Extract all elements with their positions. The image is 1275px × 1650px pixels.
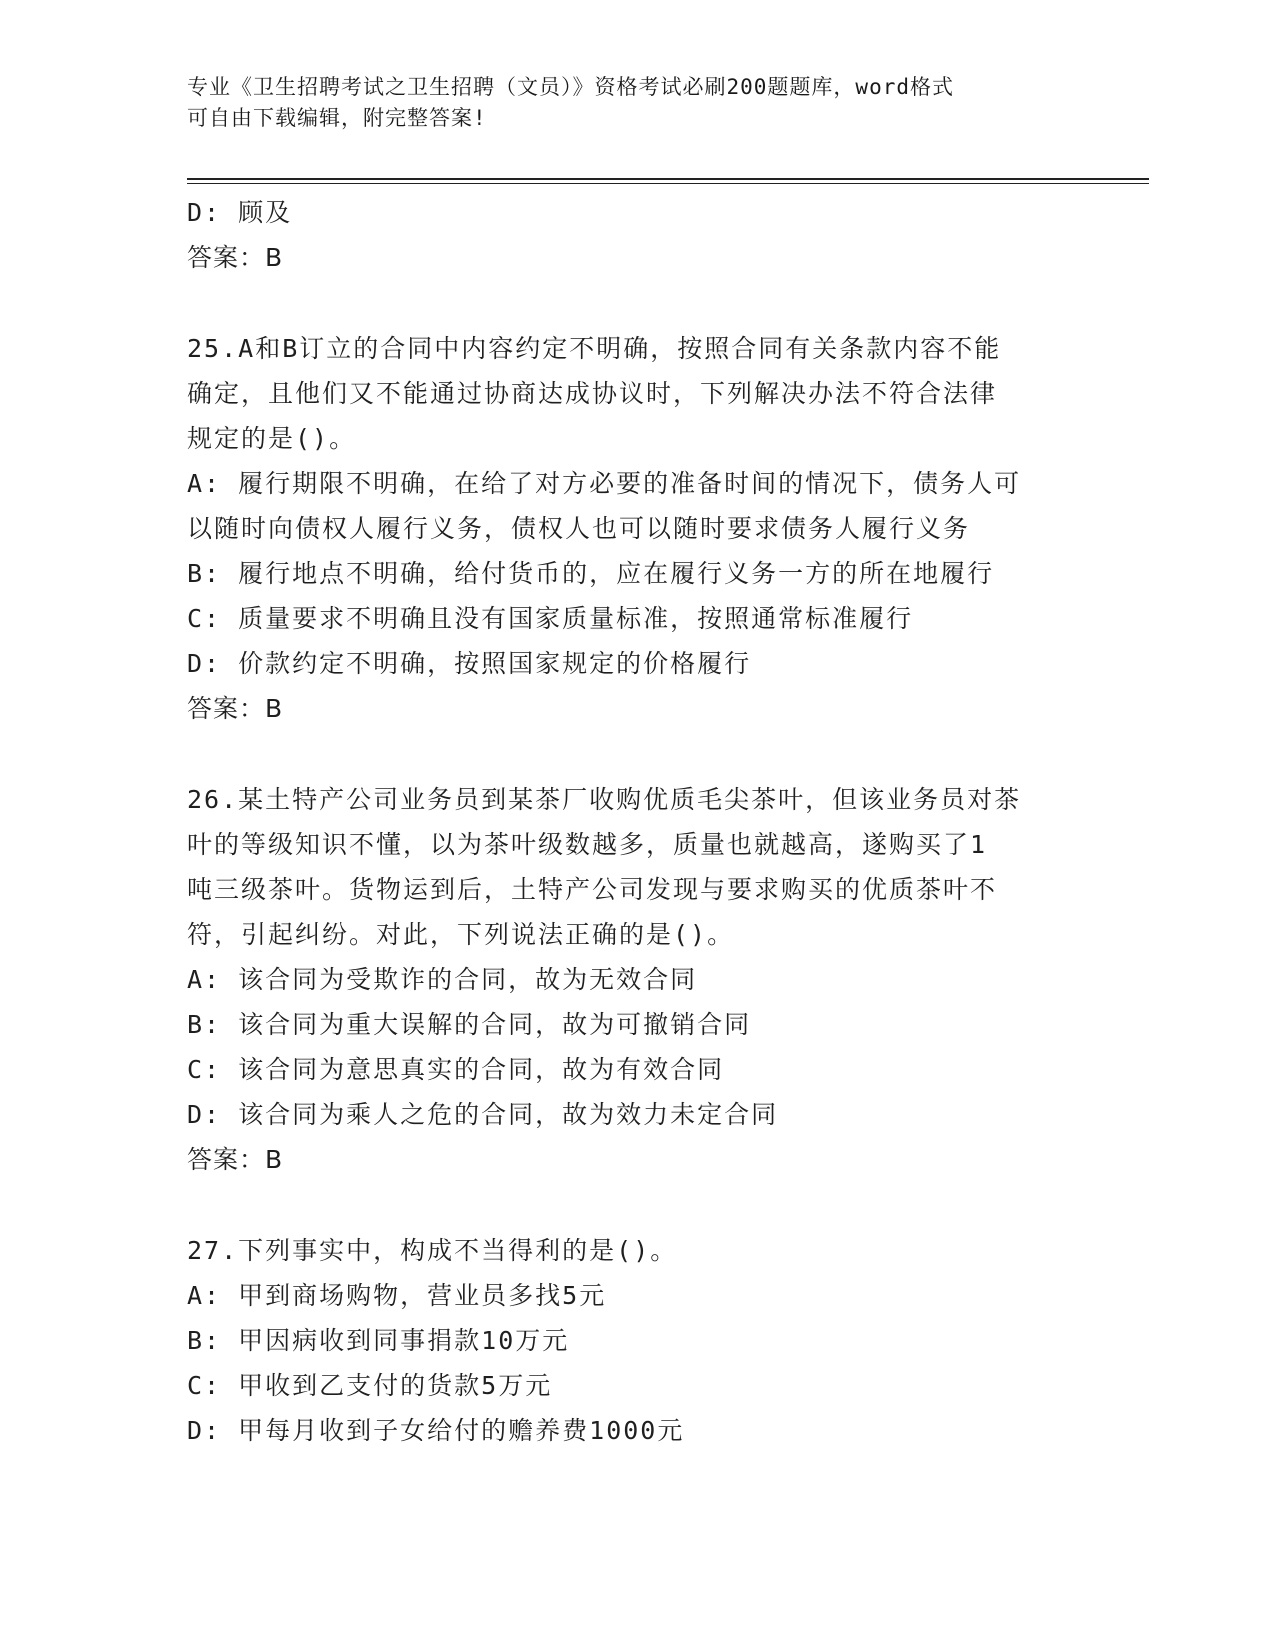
option-c: C: 甲收到乙支付的货款5万元	[187, 1371, 553, 1400]
question-stem-line: 符，引起纠纷。对此，下列说法正确的是()。	[187, 920, 735, 949]
document-header	[187, 72, 1067, 134]
question-stem-line: 27.下列事实中，构成不当得利的是()。	[187, 1236, 678, 1265]
answer-line: 答案：B	[187, 243, 284, 272]
option-b: B: 该合同为重大误解的合同，故为可撤销合同	[187, 1010, 752, 1039]
spacer	[187, 280, 1087, 326]
question-content	[187, 190, 1087, 1453]
option-a: A: 该合同为受欺诈的合同，故为无效合同	[187, 965, 698, 994]
option-d: D: 顾及	[187, 198, 293, 227]
header-line-2: 可自由下载编辑，附完整答案!	[187, 106, 487, 130]
question-stem-line: 26.某土特产公司业务员到某茶厂收购优质毛尖茶叶，但该业务员对茶	[187, 785, 1022, 814]
question-stem-line: 规定的是()。	[187, 424, 357, 453]
spacer	[187, 1182, 1087, 1228]
answer-line: 答案：B	[187, 694, 284, 723]
option-d: D: 该合同为乘人之危的合同，故为效力未定合同	[187, 1100, 779, 1129]
header-divider-thick	[187, 178, 1149, 180]
question-stem-line: 确定，且他们又不能通过协商达成协议时，下列解决办法不符合法律	[187, 379, 998, 408]
option-a: A: 甲到商场购物，营业员多找5元	[187, 1281, 607, 1310]
option-d: D: 甲每月收到子女给付的赡养费1000元	[187, 1416, 685, 1445]
answer-line: 答案：B	[187, 1145, 284, 1174]
header-divider-thin	[187, 183, 1149, 184]
question-stem-line: 吨三级茶叶。货物运到后，土特产公司发现与要求购买的优质茶叶不	[187, 875, 998, 904]
option-c: C: 质量要求不明确且没有国家质量标准，按照通常标准履行	[187, 604, 914, 633]
option-b: B: 甲因病收到同事捐款10万元	[187, 1326, 570, 1355]
previous-question-tail	[187, 190, 1087, 280]
option-a-continued: 以随时向债权人履行义务，债权人也可以随时要求债务人履行义务	[187, 514, 971, 543]
option-a: A: 履行期限不明确，在给了对方必要的准备时间的情况下，债务人可	[187, 469, 1022, 498]
question-26	[187, 777, 1087, 1182]
option-c: C: 该合同为意思真实的合同，故为有效合同	[187, 1055, 725, 1084]
question-25	[187, 326, 1087, 731]
option-d: D: 价款约定不明确，按照国家规定的价格履行	[187, 649, 752, 678]
header-line-1: 专业《卫生招聘考试之卫生招聘（文员）》资格考试必刷200题题库，word格式	[187, 75, 954, 99]
option-b: B: 履行地点不明确，给付货币的，应在履行义务一方的所在地履行	[187, 559, 995, 588]
question-27	[187, 1228, 1087, 1453]
question-stem-line: 叶的等级知识不懂，以为茶叶级数越多，质量也就越高，遂购买了1	[187, 830, 988, 859]
spacer	[187, 731, 1087, 777]
question-stem-line: 25.A和B订立的合同中内容约定不明确，按照合同有关条款内容不能	[187, 334, 1002, 363]
